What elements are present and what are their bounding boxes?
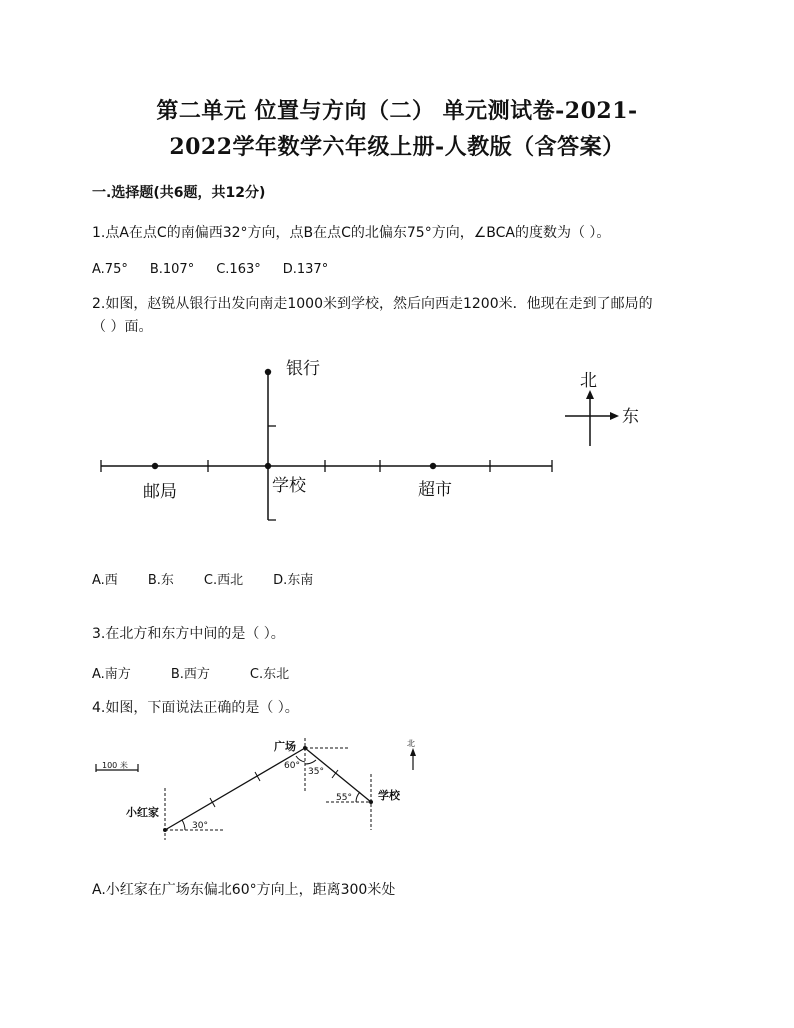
question-3-text: 3.在北方和东方中间的是（ ）。 bbox=[92, 626, 285, 642]
angle-label-60: 60° bbox=[284, 761, 300, 771]
north-arrow-icon bbox=[586, 390, 594, 399]
east-label: 东 bbox=[622, 407, 639, 427]
title-line-2: 2022学年数学六年级上册-人教版（含答案） bbox=[169, 134, 625, 160]
post-office-label: 邮局 bbox=[143, 482, 177, 502]
angle-arc-35 bbox=[305, 760, 316, 764]
bank-dot bbox=[265, 369, 271, 375]
section-heading: 一.选择题(共6题，共12分) bbox=[92, 185, 266, 201]
q1-option-b[interactable]: B.107° bbox=[149, 262, 195, 277]
q1-option-c[interactable]: C.163° bbox=[216, 262, 261, 277]
north-label: 北 bbox=[407, 739, 415, 748]
angle-label-55: 55° bbox=[336, 793, 352, 803]
plaza-label: 广场 bbox=[274, 740, 296, 753]
angle-arc-30 bbox=[182, 820, 185, 830]
school-dot bbox=[265, 463, 271, 469]
q1-option-d[interactable]: D.137° bbox=[282, 262, 329, 277]
q3-option-b[interactable]: B.西方 bbox=[170, 667, 210, 682]
plaza-dot bbox=[303, 746, 307, 750]
question-3-options bbox=[92, 663, 289, 682]
angle-arc-55 bbox=[356, 792, 360, 802]
supermarket-label: 超市 bbox=[418, 480, 452, 500]
q1-option-a[interactable]: A.75° bbox=[92, 262, 128, 277]
east-arrow-icon bbox=[610, 412, 619, 420]
question-2-figure bbox=[0, 350, 794, 580]
q3-option-c[interactable]: C.东北 bbox=[249, 667, 290, 682]
scale-label: 100 米 bbox=[102, 761, 128, 770]
school-dot bbox=[369, 800, 373, 804]
angle-label-30: 30° bbox=[192, 821, 208, 831]
angle-label-35: 35° bbox=[308, 767, 324, 777]
post-office-dot bbox=[152, 463, 158, 469]
school-label: 学校 bbox=[378, 789, 400, 802]
q2-option-d[interactable]: D.东南 bbox=[273, 573, 314, 588]
question-4-option-a[interactable]: A.小红家在广场东偏北60°方向上，距离300米处 bbox=[92, 882, 396, 898]
question-2-text-line-2: （ ）面。 bbox=[92, 319, 153, 335]
school-label: 学校 bbox=[272, 476, 306, 496]
question-1-text: 1.点A在点C的南偏西32°方向，点B在点C的北偏东75°方向，∠BCA的度数为（ ）。 bbox=[92, 225, 611, 241]
question-2-text-line-1: 2.如图，赵锐从银行出发向南走1000米到学校，然后向西走1200米．他现在走到了邮局的 bbox=[92, 296, 653, 312]
q2-option-b[interactable]: B.东 bbox=[147, 573, 174, 588]
q3-option-a[interactable]: A.南方 bbox=[92, 667, 131, 682]
question-2-options bbox=[92, 569, 313, 588]
north-label: 北 bbox=[580, 371, 597, 391]
title-line-1: 第二单元 位置与方向（二） 单元测试卷-2021- bbox=[156, 98, 638, 124]
question-4-figure bbox=[0, 728, 794, 848]
supermarket-dot bbox=[430, 463, 436, 469]
bank-label: 银行 bbox=[286, 359, 320, 379]
north-arrow-icon bbox=[410, 748, 416, 756]
home-dot bbox=[163, 828, 167, 832]
q2-option-a[interactable]: A.西 bbox=[92, 573, 118, 588]
q2-option-c[interactable]: C.西北 bbox=[203, 573, 244, 588]
home-label: 小红家 bbox=[126, 806, 159, 819]
question-4-text: 4.如图，下面说法正确的是（ ）。 bbox=[92, 700, 299, 716]
question-1-options bbox=[92, 262, 328, 277]
